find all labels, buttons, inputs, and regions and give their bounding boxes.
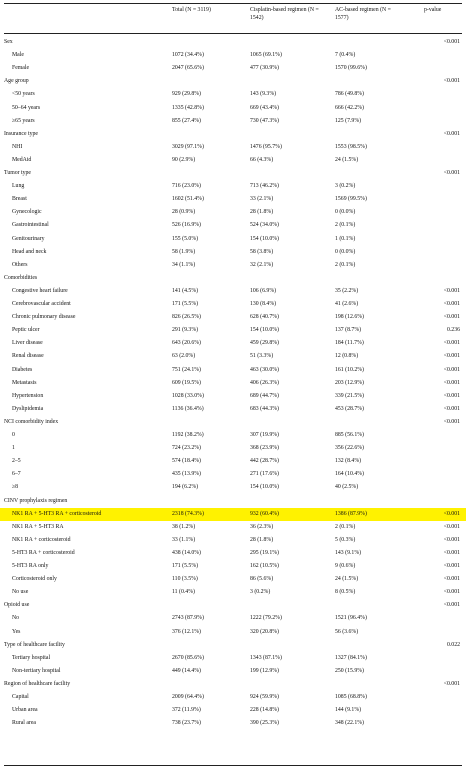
- cell-ac: 1327 (84.1%): [335, 654, 367, 661]
- row-label: Urban area: [12, 707, 38, 714]
- cell-total: 1028 (33.0%): [172, 392, 204, 399]
- cell-total: 738 (23.7%): [172, 720, 201, 727]
- row-label: Male: [12, 52, 24, 59]
- table-category-row: [0, 678, 466, 691]
- cell-total: 376 (12.1%): [172, 628, 201, 635]
- cell-total: 28 (0.9%): [172, 209, 196, 216]
- cell-pvalue: <0.001: [443, 353, 460, 360]
- row-label: Female: [12, 65, 30, 72]
- table-row: [0, 206, 466, 219]
- table-row: [0, 573, 466, 586]
- table-row: [0, 193, 466, 206]
- table-row: [0, 259, 466, 272]
- row-label: 50–64 years: [12, 104, 41, 111]
- table-row: [0, 455, 466, 468]
- header-cisplatin: Cisplatin-based regimen (N = 1542): [250, 7, 319, 21]
- cell-total: 2318 (74.3%): [172, 510, 204, 517]
- cell-cisplatin: 390 (25.3%): [250, 720, 279, 727]
- cell-ac: 0 (0.0%): [335, 248, 356, 255]
- cell-pvalue: <0.001: [443, 366, 460, 373]
- cell-total: 1136 (36.4%): [172, 405, 204, 412]
- cell-total: 855 (27.4%): [172, 117, 201, 124]
- row-label: Liver disease: [12, 340, 43, 347]
- cell-pvalue: <0.001: [443, 563, 460, 569]
- row-label: Lung: [12, 183, 25, 190]
- cell-pvalue: <0.001: [443, 680, 460, 687]
- cell-total: 2009 (64.4%): [172, 694, 204, 700]
- table-row: [0, 364, 466, 377]
- cell-ac: 348 (22.1%): [335, 720, 364, 727]
- row-label: MedAid: [12, 156, 32, 163]
- cell-cisplatin: 143 (9.3%): [250, 91, 277, 98]
- cell-pvalue: <0.001: [443, 78, 460, 85]
- row-label: 1: [12, 445, 15, 452]
- cell-pvalue: <0.001: [443, 170, 460, 176]
- row-label: Tertiary hospital: [12, 654, 51, 661]
- cell-pvalue: <0.001: [443, 392, 460, 399]
- row-label: Insurance type: [4, 130, 38, 137]
- table-row: [0, 285, 466, 298]
- cell-pvalue: <0.001: [443, 130, 460, 137]
- table-row: [0, 665, 466, 678]
- cell-total: 438 (14.0%): [172, 549, 201, 556]
- table-row: [0, 141, 466, 154]
- table-row: [0, 691, 466, 704]
- table-category-row: [0, 495, 466, 508]
- row-label: NK1 RA + 5-HT3 RA: [12, 523, 64, 530]
- table-row: [0, 534, 466, 547]
- cell-total: 110 (3.5%): [172, 576, 198, 583]
- table-row: [0, 49, 466, 62]
- cell-ac: 2 (0.1%): [335, 261, 356, 268]
- row-label: Head and neck: [12, 248, 47, 255]
- cell-total: 155 (5.0%): [172, 235, 199, 242]
- cell-ac: 35 (2.2%): [335, 287, 359, 294]
- cell-total: 171 (5.5%): [172, 301, 199, 307]
- cell-ac: 1569 (99.5%): [335, 196, 367, 203]
- cell-ac: 5 (0.3%): [335, 536, 356, 543]
- row-label: Renal disease: [12, 353, 44, 360]
- cell-cisplatin: 713 (46.2%): [250, 183, 279, 190]
- cell-ac: 1 (0.1%): [335, 235, 356, 242]
- table-row: [0, 626, 466, 639]
- cell-total: 449 (14.4%): [172, 667, 201, 674]
- cell-total: 1602 (51.4%): [172, 196, 204, 203]
- cell-ac: 9 (0.6%): [335, 563, 356, 569]
- cell-total: 716 (23.0%): [172, 183, 201, 190]
- cell-total: 38 (1.2%): [172, 523, 196, 530]
- cell-pvalue: <0.001: [443, 405, 460, 412]
- table-row: [0, 704, 466, 717]
- cell-pvalue: <0.001: [443, 418, 460, 425]
- table-row: [0, 350, 466, 363]
- cell-total: 2047 (65.6%): [172, 65, 204, 72]
- cell-ac: 7 (0.4%): [335, 52, 356, 59]
- cell-cisplatin: 932 (60.4%): [250, 510, 279, 517]
- row-label: Capital: [12, 694, 29, 700]
- cell-ac: 250 (15.9%): [335, 667, 364, 674]
- cell-ac: 56 (3.6%): [335, 628, 359, 635]
- table-row: [0, 547, 466, 560]
- row-label: Age group: [4, 78, 29, 85]
- row-label: Tumor type: [4, 170, 32, 176]
- cell-cisplatin: 1476 (95.7%): [250, 143, 282, 150]
- cell-ac: 1553 (98.5%): [335, 143, 367, 150]
- row-label: Cerebrovascular accident: [12, 301, 71, 307]
- cell-ac: 1521 (96.4%): [335, 615, 367, 622]
- row-label: Region of healthcare facility: [4, 680, 71, 687]
- cell-cisplatin: 1065 (69.1%): [250, 52, 282, 59]
- table-row: [0, 652, 466, 665]
- table-row: [0, 311, 466, 324]
- cell-total: 171 (5.5%): [172, 563, 199, 569]
- cell-ac: 356 (22.6%): [335, 445, 364, 452]
- table-row: [0, 468, 466, 481]
- row-label: NCI comorbidity index: [4, 418, 59, 425]
- cell-ac: 161 (10.2%): [335, 366, 364, 373]
- cell-total: 751 (24.1%): [172, 366, 201, 373]
- cell-total: 435 (13.9%): [172, 471, 201, 478]
- row-label: Hypertension: [12, 392, 44, 399]
- cell-cisplatin: 689 (44.7%): [250, 392, 279, 399]
- cell-cisplatin: 320 (20.8%): [250, 628, 279, 635]
- cell-pvalue: <0.001: [443, 314, 460, 321]
- row-label: NK1 RA + corticosteroid: [12, 536, 71, 543]
- cell-pvalue: <0.001: [443, 536, 460, 543]
- cell-cisplatin: 1343 (87.1%): [250, 654, 282, 661]
- cell-pvalue: <0.001: [443, 576, 460, 583]
- table-row: [0, 481, 466, 494]
- cell-pvalue: <0.001: [443, 510, 460, 517]
- cell-ac: 0 (0.0%): [335, 209, 356, 216]
- row-label: Sex: [4, 39, 13, 45]
- cell-cisplatin: 154 (10.0%): [250, 327, 279, 334]
- cell-pvalue: 0.236: [446, 327, 460, 334]
- cell-pvalue: <0.001: [443, 301, 460, 307]
- cell-total: 33 (1.1%): [172, 536, 196, 543]
- cell-total: 1335 (42.8%): [172, 104, 204, 111]
- cell-cisplatin: 683 (44.3%): [250, 405, 279, 412]
- cell-total: 1072 (34.4%): [172, 52, 204, 59]
- cell-ac: 164 (10.4%): [335, 471, 364, 478]
- row-label: Opioid use: [4, 602, 30, 609]
- cell-ac: 41 (2.6%): [335, 301, 359, 307]
- cell-ac: 1085 (68.8%): [335, 694, 367, 700]
- row-label: NK1 RA + 5-HT3 RA + corticosteroid: [12, 510, 102, 517]
- cell-pvalue: <0.001: [443, 589, 460, 596]
- cell-pvalue: <0.001: [443, 602, 460, 609]
- cell-cisplatin: 33 (2.1%): [250, 196, 274, 203]
- cell-cisplatin: 730 (47.3%): [250, 117, 279, 124]
- row-label: 5-HT3 RA only: [12, 563, 49, 569]
- cell-ac: 453 (28.7%): [335, 405, 364, 412]
- cell-total: 643 (20.6%): [172, 340, 201, 347]
- table-row: [0, 508, 466, 521]
- cell-cisplatin: 3 (0.2%): [250, 589, 271, 596]
- row-label: 2–5: [12, 458, 21, 465]
- cell-pvalue: <0.001: [443, 340, 460, 347]
- cell-cisplatin: 295 (19.1%): [250, 549, 279, 556]
- table-category-row: [0, 599, 466, 612]
- cell-total: 3029 (97.1%): [172, 143, 204, 150]
- cell-ac: 132 (8.4%): [335, 458, 362, 465]
- cell-pvalue: 0.022: [446, 641, 460, 648]
- cell-ac: 2 (0.1%): [335, 222, 356, 229]
- table-row: [0, 154, 466, 167]
- cell-cisplatin: 199 (12.9%): [250, 667, 279, 674]
- table-row: [0, 180, 466, 193]
- table-bottom-rule: [4, 765, 462, 766]
- cell-cisplatin: 58 (3.8%): [250, 248, 274, 255]
- table-category-row: [0, 272, 466, 285]
- cell-total: 372 (11.9%): [172, 707, 201, 714]
- cell-total: 2743 (87.9%): [172, 615, 204, 622]
- row-label: CINV prophylaxis regimen: [4, 497, 68, 504]
- table-row: [0, 560, 466, 573]
- table-row: [0, 442, 466, 455]
- cell-total: 194 (6.2%): [172, 484, 199, 491]
- table-category-row: [0, 36, 466, 49]
- cell-cisplatin: 442 (28.7%): [250, 458, 279, 465]
- header-ac: AC-based regimen (N = 1577): [335, 7, 391, 21]
- table-row: [0, 521, 466, 534]
- row-label: 0: [12, 432, 15, 438]
- row-label: Non-tertiary hospital: [12, 667, 61, 674]
- cell-pvalue: <0.001: [443, 39, 460, 45]
- row-label: ≥8: [12, 484, 19, 491]
- cell-total: 724 (23.2%): [172, 445, 201, 452]
- table-row: [0, 219, 466, 232]
- row-label: Gastrointestinal: [12, 222, 49, 229]
- cell-total: 11 (0.4%): [172, 589, 195, 596]
- cell-cisplatin: 459 (29.8%): [250, 340, 279, 347]
- row-label: Diabetes: [12, 366, 33, 373]
- cell-total: 609 (19.5%): [172, 379, 201, 386]
- row-label: 5-HT3 RA + corticosteroid: [12, 549, 75, 556]
- cell-total: 929 (29.8%): [172, 91, 201, 98]
- header-rule: [4, 33, 462, 34]
- cell-cisplatin: 106 (6.9%): [250, 287, 277, 294]
- cell-pvalue: <0.001: [443, 287, 460, 294]
- row-label: 6–7: [12, 471, 21, 478]
- cell-cisplatin: 628 (40.7%): [250, 314, 279, 321]
- table-category-row: [0, 416, 466, 429]
- cell-ac: 24 (1.5%): [335, 576, 359, 583]
- cell-cisplatin: 463 (30.0%): [250, 366, 279, 373]
- cell-ac: 339 (21.5%): [335, 392, 364, 399]
- table-row: [0, 102, 466, 115]
- row-label: Rural area: [12, 720, 36, 727]
- cell-cisplatin: 669 (43.4%): [250, 104, 279, 111]
- table-category-row: [0, 75, 466, 88]
- row-label: Gynecologic: [12, 209, 42, 216]
- table-row: [0, 586, 466, 599]
- cell-cisplatin: 1222 (79.2%): [250, 615, 282, 622]
- cell-cisplatin: 228 (14.8%): [250, 707, 279, 714]
- cell-ac: 1386 (87.9%): [335, 510, 367, 517]
- cell-ac: 137 (8.7%): [335, 327, 362, 334]
- cell-total: 90 (2.9%): [172, 156, 196, 163]
- table-row: [0, 337, 466, 350]
- table-row: [0, 62, 466, 75]
- cell-ac: 144 (9.1%): [335, 707, 362, 714]
- row-label: Comorbidities: [4, 274, 38, 281]
- cell-ac: 666 (42.2%): [335, 104, 364, 111]
- table-category-row: [0, 128, 466, 141]
- row-label: Dyslipidemia: [12, 405, 44, 412]
- cell-total: 141 (4.5%): [172, 287, 199, 294]
- cell-cisplatin: 307 (19.9%): [250, 432, 279, 438]
- table-top-rule: [4, 3, 462, 4]
- cell-total: 826 (26.5%): [172, 314, 201, 321]
- cell-ac: 2 (0.1%): [335, 523, 356, 530]
- cell-cisplatin: 162 (10.5%): [250, 563, 279, 569]
- row-label: Corticosteroid only: [12, 576, 57, 583]
- table-category-row: [0, 639, 466, 652]
- row-label: Yes: [12, 628, 21, 635]
- cell-total: 2670 (85.6%): [172, 654, 204, 661]
- cell-ac: 184 (11.7%): [335, 340, 364, 347]
- table-row: [0, 246, 466, 259]
- cell-cisplatin: 66 (4.3%): [250, 156, 274, 163]
- cell-ac: 1570 (99.6%): [335, 65, 367, 72]
- cell-ac: 786 (49.8%): [335, 91, 364, 98]
- row-label: Breast: [12, 196, 27, 203]
- cell-ac: 125 (7.9%): [335, 117, 362, 124]
- table-row: [0, 88, 466, 101]
- cell-cisplatin: 130 (8.4%): [250, 301, 277, 307]
- row-label: Metastasis: [12, 379, 37, 386]
- row-label: Congestive heart failure: [12, 287, 68, 294]
- row-label: Genitourinary: [12, 235, 45, 242]
- row-label: Peptic ulcer: [12, 327, 40, 334]
- table-row: [0, 324, 466, 337]
- cell-total: 1192 (38.2%): [172, 432, 204, 438]
- cell-cisplatin: 32 (2.1%): [250, 261, 274, 268]
- cell-total: 58 (1.9%): [172, 248, 196, 255]
- row-label: Chronic pulmonary disease: [12, 314, 76, 321]
- cell-cisplatin: 28 (1.8%): [250, 209, 274, 216]
- cell-cisplatin: 524 (34.0%): [250, 222, 279, 229]
- cell-ac: 3 (0.2%): [335, 183, 356, 190]
- row-label: No use: [12, 589, 29, 596]
- cell-cisplatin: 406 (26.3%): [250, 379, 279, 386]
- table-row: [0, 717, 466, 730]
- table-row: [0, 233, 466, 246]
- table-row: [0, 390, 466, 403]
- cell-pvalue: <0.001: [443, 549, 460, 556]
- cell-cisplatin: 86 (5.6%): [250, 576, 274, 583]
- cell-cisplatin: 36 (2.3%): [250, 523, 274, 530]
- cell-total: 291 (9.3%): [172, 327, 199, 334]
- cell-ac: 198 (12.6%): [335, 314, 364, 321]
- cell-ac: 12 (0.8%): [335, 353, 359, 360]
- cell-total: 574 (18.4%): [172, 458, 201, 465]
- cell-ac: 8 (0.5%): [335, 589, 356, 596]
- cell-ac: 143 (9.1%): [335, 549, 362, 556]
- cell-ac: 24 (1.5%): [335, 156, 359, 163]
- table-row: [0, 612, 466, 625]
- row-label: NHI: [12, 143, 23, 150]
- cell-ac: 885 (56.1%): [335, 432, 364, 438]
- header-pvalue: p-value: [424, 7, 442, 13]
- cell-ac: 203 (12.9%): [335, 379, 364, 386]
- cell-pvalue: <0.001: [443, 523, 460, 530]
- table-category-row: [0, 167, 466, 180]
- cell-cisplatin: 51 (3.3%): [250, 353, 274, 360]
- cell-cisplatin: 154 (10.0%): [250, 484, 279, 491]
- cell-cisplatin: 924 (59.9%): [250, 694, 279, 700]
- cell-cisplatin: 477 (30.9%): [250, 65, 279, 72]
- cell-cisplatin: 368 (23.9%): [250, 445, 279, 452]
- cell-cisplatin: 271 (17.6%): [250, 471, 279, 478]
- cell-pvalue: <0.001: [443, 379, 460, 386]
- table-row: [0, 298, 466, 311]
- table-row: [0, 429, 466, 442]
- table-row: [0, 403, 466, 416]
- row-label: Type of healthcare facility: [4, 641, 65, 648]
- row-label: <50 years: [12, 91, 35, 98]
- cell-ac: 40 (2.5%): [335, 484, 359, 491]
- table-row: [0, 115, 466, 128]
- cell-total: 526 (16.9%): [172, 222, 201, 229]
- header-total: Total (N = 3119): [172, 7, 211, 13]
- row-label: No: [12, 615, 20, 622]
- cell-total: 34 (1.1%): [172, 261, 196, 268]
- cell-total: 63 (2.0%): [172, 353, 196, 360]
- row-label: ≥65 years: [12, 117, 35, 124]
- cell-cisplatin: 28 (1.8%): [250, 536, 274, 543]
- row-label: Others: [12, 261, 28, 268]
- cell-cisplatin: 154 (10.0%): [250, 235, 279, 242]
- table-row: [0, 377, 466, 390]
